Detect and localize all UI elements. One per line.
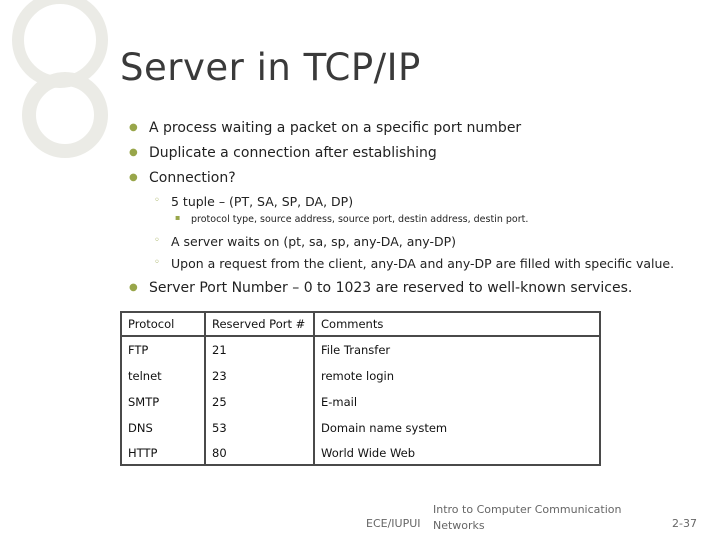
bullet-marker-icon: ● [129, 122, 138, 133]
bullet-marker-icon: ● [129, 282, 138, 293]
port-cell: 53 [205, 415, 314, 441]
bullet-item [129, 145, 437, 161]
protocol-cell: HTTP [121, 441, 205, 465]
square-bullet-icon: ▪ [175, 213, 181, 222]
sub-sub-bullet-text: protocol type, source address, source port, destin address, destin port. [191, 214, 529, 225]
port-cell: 21 [205, 336, 314, 363]
bullet-item [129, 120, 522, 136]
sub-bullet-text: A server waits on (pt, sa, sp, any-DA, any-DP) [171, 234, 457, 249]
protocol-cell: telnet [121, 363, 205, 389]
header-protocol: Protocol [121, 312, 205, 336]
port-cell: 25 [205, 389, 314, 415]
bullet-text: Server Port Number – 0 to 1023 are reserved to well-known services. [149, 280, 633, 296]
footer-page-number: 2-37 [672, 517, 697, 530]
port-cell: 80 [205, 441, 314, 465]
sub-bullet-marker-icon: ◦ [154, 257, 160, 268]
port-cell: 23 [205, 363, 314, 389]
sub-bullet-marker-icon: ◦ [154, 235, 160, 246]
footer-course-title: Intro to Computer Communication Networks [433, 503, 622, 532]
table-header-row [121, 312, 600, 336]
comment-cell: World Wide Web [321, 445, 416, 460]
header-reserved-port: Reserved Port # [205, 312, 314, 336]
protocol-cell: DNS [121, 415, 205, 441]
slide-title: Server in TCP/IP [120, 46, 421, 89]
footer-institution: ECE/IUPUI [366, 517, 421, 530]
table-row [121, 336, 600, 363]
table-row [121, 415, 600, 441]
sub-bullet-item [154, 194, 354, 209]
table-row [121, 389, 600, 415]
bullet-marker-icon: ● [129, 147, 138, 158]
protocol-cell: SMTP [121, 389, 205, 415]
comment-cell: File Transfer [321, 343, 391, 357]
bullet-marker-icon: ● [129, 172, 138, 183]
sub-bullet-marker-icon: ◦ [154, 195, 160, 206]
protocol-cell: FTP [121, 336, 205, 363]
bullet-text: Connection? [149, 170, 236, 186]
table-row [121, 363, 600, 389]
sub-sub-bullet-item [175, 213, 529, 225]
comment-cell: Domain name system [321, 421, 448, 435]
comment-cell: E-mail [321, 395, 358, 409]
bullet-item [129, 170, 236, 186]
bullet-item [129, 280, 633, 296]
sub-bullet-text: Upon a request from the client, any-DA and any-DP are filled with specific value. [171, 256, 675, 271]
sub-bullet-item [154, 234, 457, 249]
sub-bullet-item [154, 256, 675, 271]
port-table [120, 311, 601, 466]
table-row [121, 441, 600, 465]
bullet-text: A process waiting a packet on a specific port number [149, 120, 522, 136]
header-comments: Comments [314, 312, 600, 336]
bullet-text: Duplicate a connection after establishing [149, 145, 437, 161]
comment-cell: remote login [321, 369, 395, 383]
decorative-circle-bottom [22, 72, 108, 158]
sub-bullet-text: 5 tuple – (PT, SA, SP, DA, DP) [171, 194, 354, 209]
